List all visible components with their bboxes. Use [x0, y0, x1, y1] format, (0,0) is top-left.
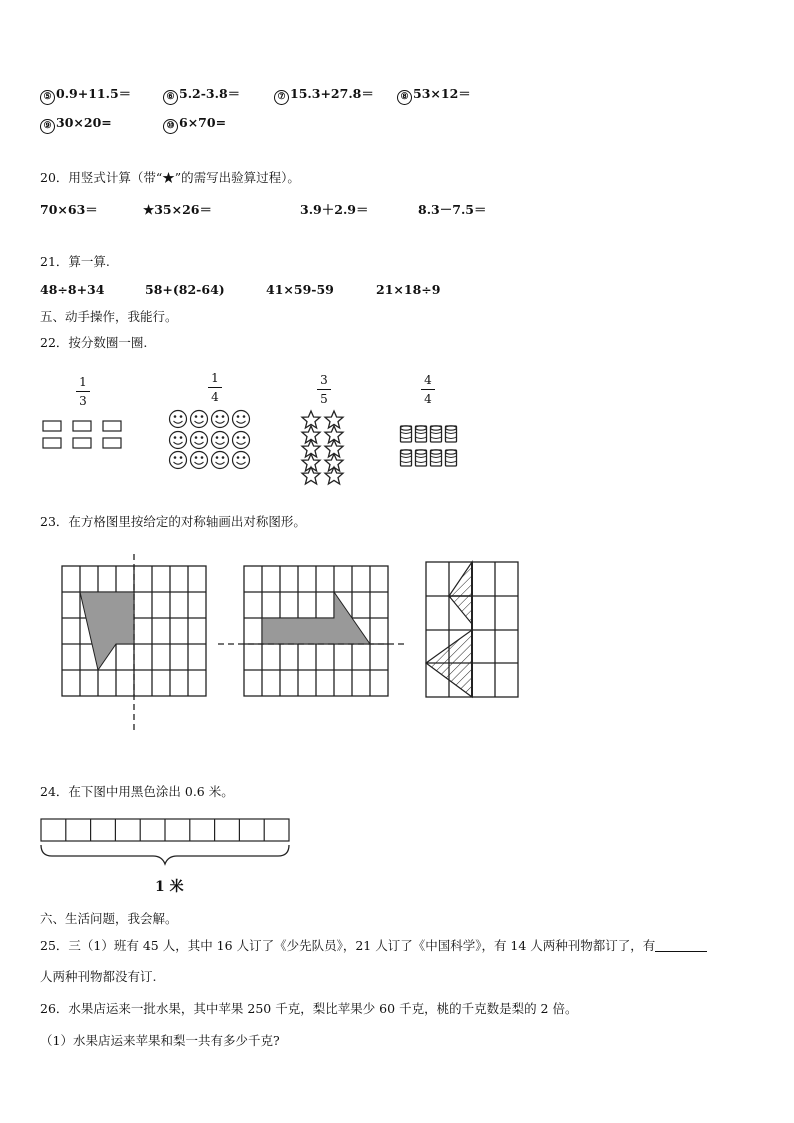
expression: 6×70=: [179, 115, 227, 130]
stars-group: [296, 409, 352, 485]
q21-item: 41×59-59: [266, 282, 334, 297]
q19-item-8: [397, 84, 471, 105]
expression: 5.2-3.8＝: [179, 86, 241, 101]
symmetry-grid-3: [426, 562, 520, 700]
q20-item: 70×63＝: [40, 202, 98, 217]
rectangles-group: [42, 420, 124, 452]
cylinders-group: [398, 425, 460, 473]
expression: 0.9+11.5＝: [56, 86, 132, 101]
q20-item: ★35×26＝: [143, 202, 212, 217]
symmetry-grid-1: [62, 566, 208, 736]
expression: 53×12＝: [413, 86, 471, 101]
circled-number: ⑦: [274, 90, 289, 105]
circled-number: ⑥: [163, 90, 178, 105]
q21-item: 21×18÷9: [376, 282, 441, 297]
fraction-3-5: 3 5: [314, 373, 334, 406]
symmetry-grid-2: [218, 566, 404, 698]
fraction-1-3: 1 3: [73, 375, 93, 408]
q26-title: 26．水果店运来一批水果，其中苹果 250 千克，梨比苹果少 60 千克，桃的千克数是梨的 2 倍。: [40, 1001, 578, 1016]
q21-title: 21．算一算.: [40, 254, 110, 269]
q20-item: 8.3－7.5＝: [418, 202, 487, 217]
q19-item-5: [40, 84, 131, 105]
circled-number: ⑩: [163, 119, 178, 134]
section-heading-5: 五、动手操作，我能行。: [40, 309, 178, 324]
hatched-shape-mid: [449, 596, 472, 624]
gray-shape: [80, 592, 134, 670]
answer-blank[interactable]: [655, 939, 707, 952]
fraction-1-4: 1 4: [205, 371, 225, 404]
q19-item-6: [163, 84, 240, 105]
circled-number: ⑤: [40, 90, 55, 105]
q20-item: 3.9＋2.9＝: [300, 202, 369, 217]
brace: [41, 845, 289, 864]
fraction-4-4: 4 4: [418, 373, 438, 406]
q22-title: 22．按分数圈一圈.: [40, 335, 148, 350]
circled-number: ⑨: [40, 119, 55, 134]
hatched-shape-top: [449, 562, 472, 596]
q26-sub1: （1）水果店运来苹果和梨一共有多少千克?: [40, 1033, 280, 1048]
circled-number: ⑧: [397, 90, 412, 105]
q21-item: 48÷8+34: [40, 282, 105, 297]
smiley-faces-group: [168, 409, 254, 471]
q19-item-9: [40, 115, 112, 134]
q19-item-10: [163, 115, 226, 134]
expression: 15.3+27.8＝: [290, 86, 374, 101]
expression: 30×20=: [56, 115, 112, 130]
meter-label: 1 米: [155, 879, 184, 895]
q24-title: 24．在下图中用黑色涂出 0.6 米。: [40, 784, 234, 799]
q23-title: 23．在方格图里按给定的对称轴画出对称图形。: [40, 514, 306, 529]
q19-item-7: [274, 84, 374, 105]
q21-item: 58+(82-64): [145, 282, 225, 297]
q25-line2: 人两种刊物都没有订.: [40, 969, 157, 984]
q20-title: 20．用竖式计算（带“★”的需写出验算过程）。: [40, 170, 300, 185]
meter-bar[interactable]: [40, 818, 292, 878]
q25-line1: 25．三（1）班有 45 人，其中 16 人订了《少先队员》，21 人订了《中国科学》，有 14 人两种刊物都订了，有: [40, 936, 707, 954]
section-heading-6: 六、生活问题，我会解。: [40, 911, 178, 926]
